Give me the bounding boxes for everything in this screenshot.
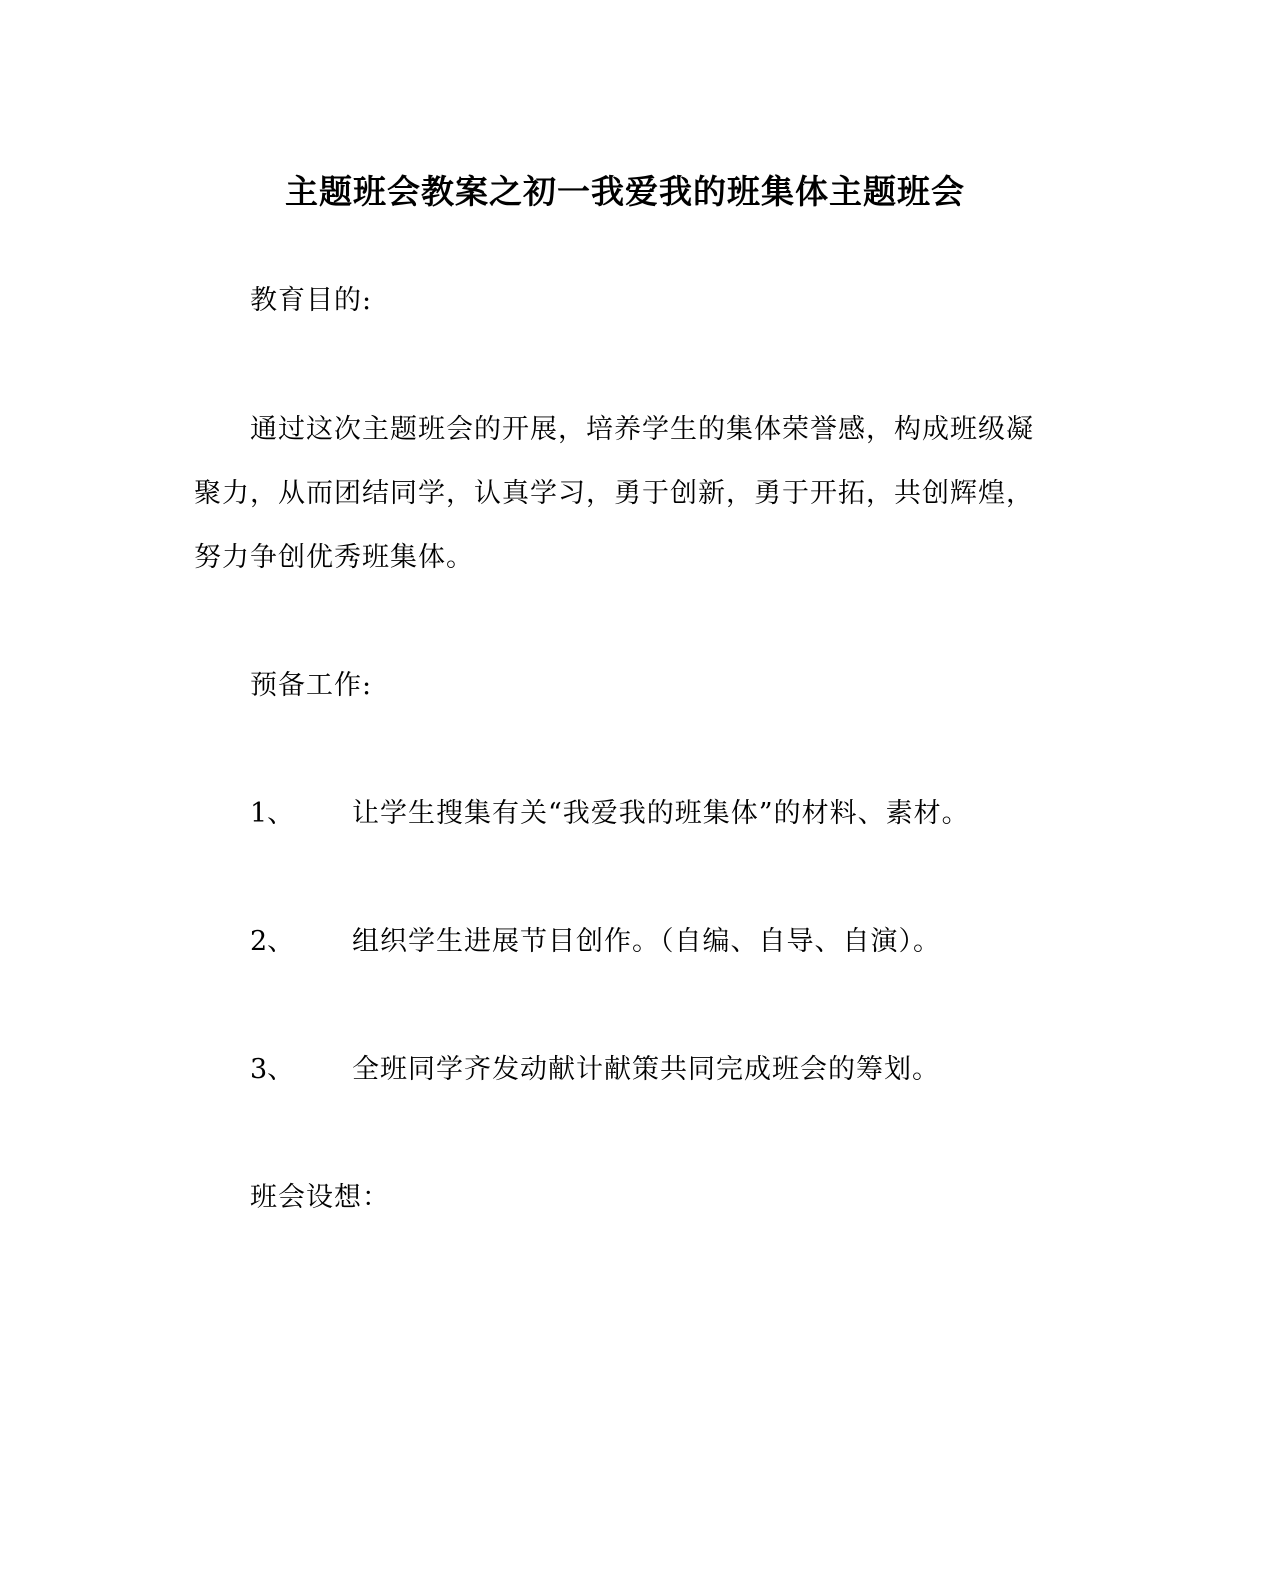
prep-item-number: 1、	[250, 798, 295, 829]
goal-paragraph-line-3: 努力争创优秀班集体。	[194, 542, 474, 573]
document-title: 主题班会教案之初一我爱我的班集体主题班会	[285, 172, 965, 211]
prep-item-text: 让学生搜集有关“我爱我的班集体”的材料、素材。	[352, 798, 970, 829]
goal-paragraph-line-1: 通过这次主题班会的开展，培养学生的集体荣誉感，构成班级凝	[250, 414, 1034, 445]
goal-paragraph-line-2: 聚力，从而团结同学，认真学习，勇于创新，勇于开拓，共创辉煌，	[194, 478, 1034, 509]
prep-item-number: 2、	[250, 926, 295, 957]
prep-item-number: 3、	[250, 1054, 295, 1085]
prep-item-text: 全班同学齐发动献计献策共同完成班会的筹划。	[352, 1054, 940, 1085]
prep-item-text: 组织学生进展节目创作。（自编、自导、自演）。	[352, 926, 941, 957]
plan-heading: 班会设想：	[250, 1182, 390, 1213]
prep-heading: 预备工作:	[250, 670, 373, 701]
goal-heading: 教育目的:	[250, 285, 373, 316]
